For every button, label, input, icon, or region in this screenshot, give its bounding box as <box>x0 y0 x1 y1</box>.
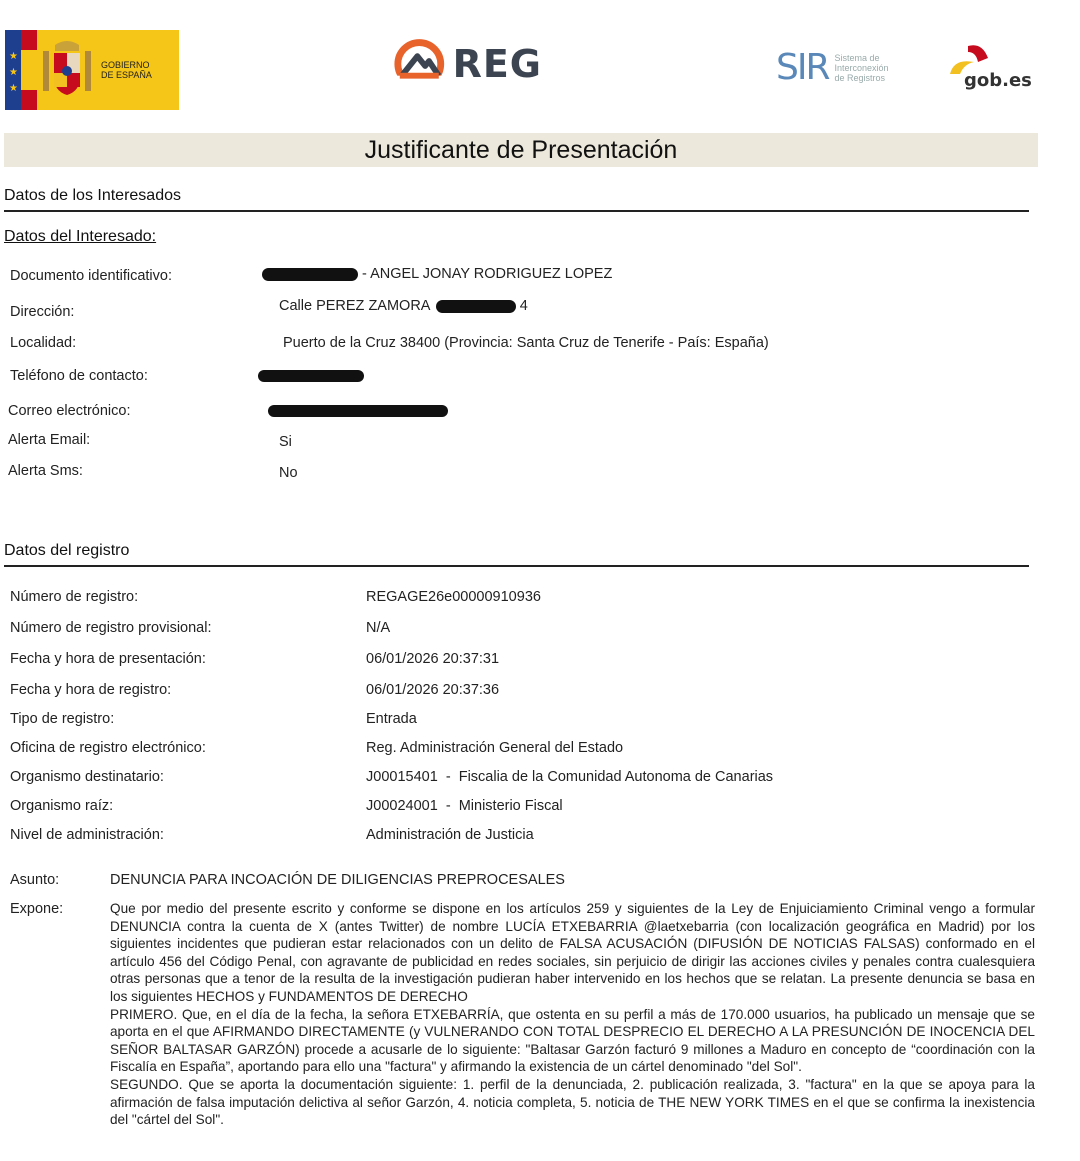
registro-row-value: J00015401 - Fiscalia de la Comunidad Autonoma de Canarias <box>366 769 774 785</box>
alert-email-label: Alerta Email: <box>8 432 91 448</box>
reg-logo-text: REG <box>452 42 542 86</box>
interesados-section-title: Datos de los Interesados <box>4 187 181 204</box>
registro-row-label: Número de registro provisional: <box>10 620 212 636</box>
dir-label: Dirección: <box>10 304 75 320</box>
dir-suffix: 4 <box>519 298 528 314</box>
reg-mountain-icon <box>392 36 447 92</box>
dir-value-row <box>279 298 528 314</box>
mail-label: Correo electrónico: <box>8 403 131 419</box>
doc-value-row <box>262 266 612 282</box>
registro-row-label: Organismo destinatario: <box>10 769 164 785</box>
doc-label: Documento identificativo: <box>10 268 172 284</box>
gov-text-line1: GOBIERNO <box>101 60 150 70</box>
asunto-label: Asunto: <box>10 872 60 888</box>
tel-label: Teléfono de contacto: <box>10 368 148 384</box>
alert-email-value: Si <box>279 434 292 450</box>
sir-text-line3: de Registros <box>834 72 886 83</box>
eu-spain-flag-icon: ★ ★ ★ <box>5 30 37 110</box>
section-divider <box>4 210 1029 212</box>
registro-row-value: 06/01/2026 20:37:31 <box>366 651 500 667</box>
alert-sms-label: Alerta Sms: <box>8 463 83 479</box>
registro-row-label: Fecha y hora de registro: <box>10 682 172 698</box>
loc-label: Localidad: <box>10 335 77 351</box>
registro-section-title: Datos del registro <box>4 542 130 559</box>
registro-row-value: J00024001 - Ministerio Fiscal <box>366 798 563 814</box>
registro-row-value: Reg. Administración General del Estado <box>366 740 624 756</box>
asunto-value: DENUNCIA PARA INCOACIÓN DE DILIGENCIAS PREPROCESALES <box>110 872 565 888</box>
registro-row-label: Fecha y hora de presentación: <box>10 651 206 667</box>
title-band <box>4 133 1038 167</box>
gob-es-text: gob.es <box>964 70 1032 91</box>
doc-value: - ANGEL JONAY RODRIGUEZ LOPEZ <box>362 266 613 282</box>
registro-row-value: 06/01/2026 20:37:36 <box>366 682 500 698</box>
expone-paragraph: SEGUNDO. Que se aporta la documentación siguiente: 1. perfil de la denunciada, 2. publicación realizada, 3. "factura" en la que se apoya para la afirmación de falsa imputación delictiva al señor Garzón, 4. noticia completa, 5. noticia de THE NEW YORK TIMES en el que se confirma la inexistencia del "cártel del Sol". <box>110 1076 1035 1128</box>
registro-row-label: Número de registro: <box>10 589 139 605</box>
dir-value: Calle PEREZ ZAMORA <box>279 298 430 314</box>
gobierno-de-espana-logo <box>5 30 179 110</box>
registro-row-label: Nivel de administración: <box>10 827 164 843</box>
expone-text <box>110 900 1035 1161</box>
redaction-mark <box>436 300 516 313</box>
sir-logo <box>776 45 906 90</box>
loc-value: Puerto de la Cruz 38400 (Provincia: Santa Cruz de Tenerife - País: España) <box>283 335 769 351</box>
redaction-mark <box>262 268 358 281</box>
registro-row-value: REGAGE26e00000910936 <box>366 589 541 605</box>
sir-text-line2: Interconexión <box>834 62 889 73</box>
registro-row-value: Administración de Justicia <box>366 827 534 843</box>
expone-paragraph: PRIMERO. Que, en el día de la fecha, la señora ETXEBARRÍA, que ostenta en su perfil a más de 170.000 usuarios, ha publicado un mensaje que se aporta en el que AFIRMANDO DIRECTAMENTE (y VULNERANDO CON TOTAL DESPRECIO EL DERECHO A LA PRESUNCIÓN DE INOCENCIA DEL SEÑOR BALTASAR GARZÓN) procede a acusarle de lo siguiente: "Baltasar Garzón facturó 9 millones a Maduro en concepto de “coordinación con la Fiscalía en España”, aportando para ello una "factura" y afirmando la existencia de un cártel denominado "del Sol". <box>110 1006 1035 1075</box>
sir-logo-text: SIR <box>776 47 829 88</box>
registro-row-label: Organismo raíz: <box>10 798 114 814</box>
registro-row-label: Tipo de registro: <box>10 711 115 727</box>
alert-sms-value: No <box>279 465 298 481</box>
expone-paragraph: Que por medio del presente escrito y conforme se dispone en los artículos 259 y siguientes de la Ley de Enjuiciamiento Criminal vengo a formular DENUNCIA contra la cuenta de X (antes Twitter) de nombre LUCÍA ETXEBARRIA @laetxebarria (con localización geográfica en Madrid) por los siguientes incidentes que pudieran estar relacionados con un delito de FALSA ACUSACIÓN (DIFUSIÓN DE NOTICIAS FALSAS) conformado en el artículo 456 del Código Penal, con agravante de publicidad en redes sociales, sin perjuicio de dirigir las acciones civiles y penales contra cualesquiera otras personas que a tenor de la resulta de la investigación pudieran haber intervenido en los hechos que se relatan. La presente denuncia se basa en los siguientes HECHOS y FUNDAMENTOS DE DERECHO <box>110 901 1035 1004</box>
gob-es-logo <box>944 40 1034 95</box>
section-divider <box>4 565 1029 567</box>
tel-redaction-mark <box>258 370 364 382</box>
coat-of-arms-icon <box>37 30 97 110</box>
interesado-subsection-title: Datos del Interesado: <box>4 228 157 245</box>
registro-row-label: Oficina de registro electrónico: <box>10 740 206 756</box>
expone-label: Expone: <box>10 901 64 917</box>
reg-logo <box>392 36 542 92</box>
page-title: Justificante de Presentación <box>364 136 678 164</box>
registro-row-value: N/A <box>366 620 391 636</box>
registro-row-value: Entrada <box>366 711 417 727</box>
sir-text-line1: Sistema de <box>834 52 880 63</box>
mail-redaction-mark <box>268 405 448 417</box>
gov-text-line2: DE ESPAÑA <box>101 70 152 80</box>
